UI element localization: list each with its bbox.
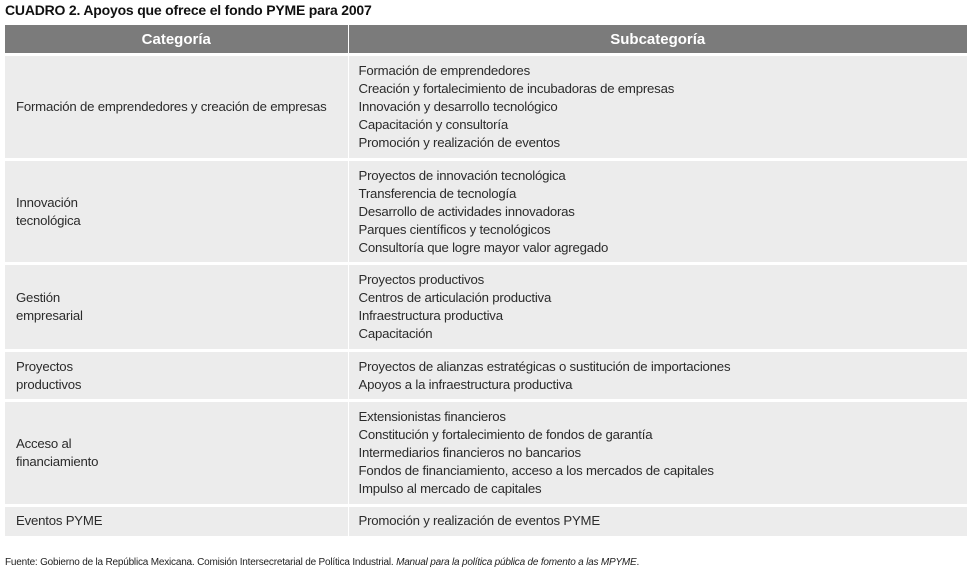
subcategory-item: Creación y fortalecimiento de incubadoras de empresas <box>358 81 675 96</box>
table-row <box>5 506 967 536</box>
subcategory-item: Promoción y realización de eventos PYME <box>358 513 600 529</box>
subcategory-item: Capacitación y consultoría <box>358 117 508 132</box>
category-label: financiamiento <box>16 454 99 469</box>
subcategory-cell <box>348 55 967 160</box>
footnote-end: . <box>636 557 640 568</box>
subcategory-item: Innovación y desarrollo tecnológico <box>358 99 558 114</box>
subcategory-cell <box>348 264 967 351</box>
category-column-header: Categoría <box>5 25 348 55</box>
source-footnote <box>5 557 639 568</box>
subcategory-cell <box>348 351 967 401</box>
category-cell <box>5 401 348 506</box>
subcategory-item: Consultoría que logre mayor valor agregado <box>358 239 609 255</box>
category-label: Innovación <box>16 194 78 210</box>
category-label: Gestión <box>16 290 61 305</box>
category-cell <box>5 351 348 401</box>
subcategory-item: Capacitación <box>358 326 433 341</box>
subcategory-item: Parques científicos y tecnológicos <box>358 221 551 237</box>
subcategory-item: Constitución y fortalecimiento de fondos de garantía <box>358 427 653 442</box>
table-row <box>5 264 967 351</box>
category-cell <box>5 55 348 160</box>
category-cell <box>5 160 348 264</box>
table-header-row <box>5 25 967 55</box>
footnote-source: Fuente: Gobierno de la República Mexicana. Comisión Intersecretarial de Política Industrial. <box>5 557 397 568</box>
subcategory-cell <box>348 401 967 506</box>
subcategory-item: Infraestructura productiva <box>358 308 503 323</box>
table-row <box>5 401 967 506</box>
subcategory-column-header: Subcategoría <box>348 25 967 55</box>
subcategory-item: Transferencia de tecnología <box>358 185 517 201</box>
table-body <box>5 55 967 536</box>
table-caption: CUADRO 2. Apoyos que ofrece el fondo PYME para 2007 <box>5 2 372 18</box>
subcategory-item: Fondos de financiamiento, acceso a los mercados de capitales <box>358 463 714 478</box>
category-label: Proyectos <box>16 358 73 374</box>
subcategory-item: Extensionistas financieros <box>358 409 506 424</box>
subcategory-item: Proyectos de alianzas estratégicas o sustitución de importaciones <box>358 358 731 374</box>
category-label: tecnológica <box>16 212 81 228</box>
category-label: Eventos PYME <box>16 513 103 529</box>
subcategory-item: Promoción y realización de eventos <box>358 135 560 150</box>
subcategory-item: Impulso al mercado de capitales <box>358 481 542 496</box>
subcategory-item: Desarrollo de actividades innovadoras <box>358 203 575 219</box>
category-cell <box>5 506 348 536</box>
supports-table <box>5 25 967 536</box>
category-label: Acceso al <box>16 436 72 451</box>
category-label: productivos <box>16 376 82 392</box>
table-row <box>5 351 967 401</box>
subcategory-item: Formación de emprendedores <box>358 63 530 78</box>
subcategory-cell <box>348 506 967 536</box>
category-label: Formación de emprendedores y creación de empresas <box>16 99 327 114</box>
subcategory-item: Apoyos a la infraestructura productiva <box>358 376 573 392</box>
subcategory-item: Centros de articulación productiva <box>358 290 552 305</box>
subcategory-item: Proyectos productivos <box>358 272 485 287</box>
table-row <box>5 160 967 264</box>
footnote-title: Manual para la política pública de fomento a las MPYME <box>396 557 637 568</box>
subcategory-item: Intermediarios financieros no bancarios <box>358 445 581 460</box>
subcategory-cell <box>348 160 967 264</box>
category-cell <box>5 264 348 351</box>
category-label: empresarial <box>16 308 83 323</box>
table-row <box>5 55 967 160</box>
subcategory-item: Proyectos de innovación tecnológica <box>358 167 566 183</box>
